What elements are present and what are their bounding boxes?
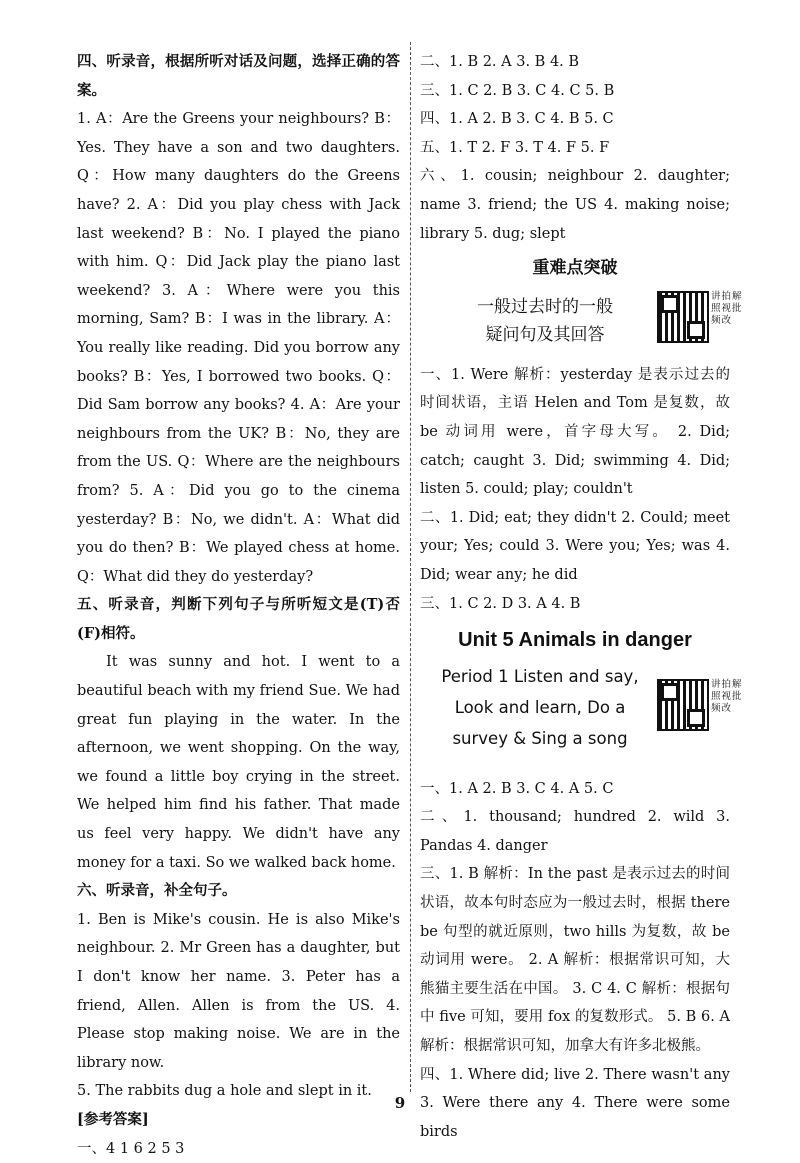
lesson-title	[450, 293, 640, 349]
left-column	[77, 48, 400, 1163]
unit-answer-3: 三、1. B 解析：In the past 是表示过去的时间状语，故本句时态应为一般过去时，根据 there be 句型的就近原则，two hills 为复数，故 be 动词用 were。 2. A 解析：根据常识可知，大熊猫主要生活在中国。 3. C 4. C 解析：根据句中 five 可知，要用 fox 的复数形式。 5. B 6. A 解析：根据常识可知，加拿大有许多北极熊。	[420, 866, 730, 1055]
answer-4: 四、1. A 2. B 3. C 4. B 5. C	[420, 111, 614, 128]
qr-code-icon[interactable]	[657, 679, 709, 731]
column-divider	[410, 42, 411, 1092]
qr-label: 讲拍解照视批频改	[711, 678, 743, 714]
period-title	[425, 661, 655, 754]
period-title-line-3: survey & Sing a song	[452, 728, 628, 748]
breakthrough-answer-2: 二、1. Did; eat; they didn't 2. Could; meet your; Yes; could 3. Were you; Yes; was 4. Did; wear any; he did	[420, 509, 730, 583]
period-title-line-1: Period 1 Listen and say,	[441, 666, 639, 686]
reference-answer-1: 一、4 1 6 2 5 3	[77, 1140, 185, 1157]
unit-answer-1: 一、1. A 2. B 3. C 4. A 5. C	[420, 780, 614, 797]
section-4-heading: 四、听录音，根据所听对话及问题，选择正确的答案。	[77, 53, 400, 99]
breakthrough-answer-1: 一、1. Were 解析：yesterday 是表示过去的时间状语，主语 Helen and Tom 是复数，故 be 动词用 were，首字母大写。 2. Did; catch; caught 3. Did; swimming 4. Did; listen 5. could; play; couldn't	[420, 366, 730, 498]
section-5-text: It was sunny and hot. I went to a beautiful beach with my friend Sue. We had great fun playing in the water. In the afternoon, we went shopping. On the way, we found a little boy crying in the street. We helped him find his father. That made us feel very happy. We didn't have any money for a taxi. So we walked back home.	[77, 654, 400, 871]
lesson-title-line-1: 一般过去时的一般	[477, 296, 613, 317]
unit-title: Unit 5 Animals in danger	[458, 629, 692, 652]
right-column	[420, 48, 743, 1146]
qr-code-icon[interactable]	[657, 291, 709, 343]
period-title-line-2: Look and learn, Do a	[454, 697, 626, 717]
section-5-heading: 五、听录音，判断下列句子与所听短文是(T)否(F)相符。	[77, 596, 400, 642]
answer-5: 五、1. T 2. F 3. T 4. F 5. F	[420, 139, 610, 156]
section-6-last: 5. The rabbits dug a hole and slept in it.	[77, 1083, 372, 1100]
page-number: 9	[394, 1094, 406, 1112]
unit-answer-2: 二、1. thousand; hundred 2. wild 3. Pandas 4. danger	[420, 809, 730, 854]
breakthrough-heading: 重难点突破	[532, 258, 618, 279]
section-6-heading: 六、听录音，补全句子。	[77, 882, 237, 900]
unit-answer-4: 四、1. Where did; live 2. There wasn't any 3. Were there any 4. There were some birds	[420, 1066, 730, 1140]
qr-label: 讲拍解照视批频改	[711, 290, 743, 326]
answer-2: 二、1. B 2. A 3. B 4. B	[420, 54, 580, 70]
section-6-text: 1. Ben is Mike's cousin. He is also Mike's neighbour. 2. Mr Green has a daughter, but I don't know her name. 3. Peter has a friend, Allen. Allen is from the US. 4. Please stop making noise. We are in the library now.	[77, 911, 400, 1071]
answer-3: 三、1. C 2. B 3. C 4. C 5. B	[420, 82, 615, 99]
section-4-text: 1. A：Are the Greens your neighbours? B：Yes. They have a son and two daughters. Q：How many daughters do the Greens have? 2. A：Did you play chess with Jack last weekend? B：No. I played the piano with him. Q：Did Jack play the piano last weekend? 3. A：Where were you this morning, Sam? B：I was in the library. A：You really like reading. Did you borrow any books? B：Yes, I borrowed two books. Q：Did Sam borrow any books? 4. A：Are your neighbours from the UK? B：No, they are from the US. Q：Where are the neighbours from? 5. A：Did you go to the cinema yesterday? B：No, we didn't. A：What did you do then? B：We played chess at home. Q：What did they do yesterday?	[77, 111, 400, 585]
reference-answers-heading: [参考答案]	[77, 1110, 149, 1128]
answer-6: 六、1. cousin; neighbour 2. daughter; name 3. friend; the US 4. making noise; library 5. dug; slept	[420, 168, 730, 242]
breakthrough-answer-3: 三、1. C 2. D 3. A 4. B	[420, 595, 581, 612]
lesson-title-block	[420, 290, 743, 355]
period-title-block	[420, 661, 743, 769]
lesson-title-line-2: 疑问句及其回答	[485, 324, 605, 345]
